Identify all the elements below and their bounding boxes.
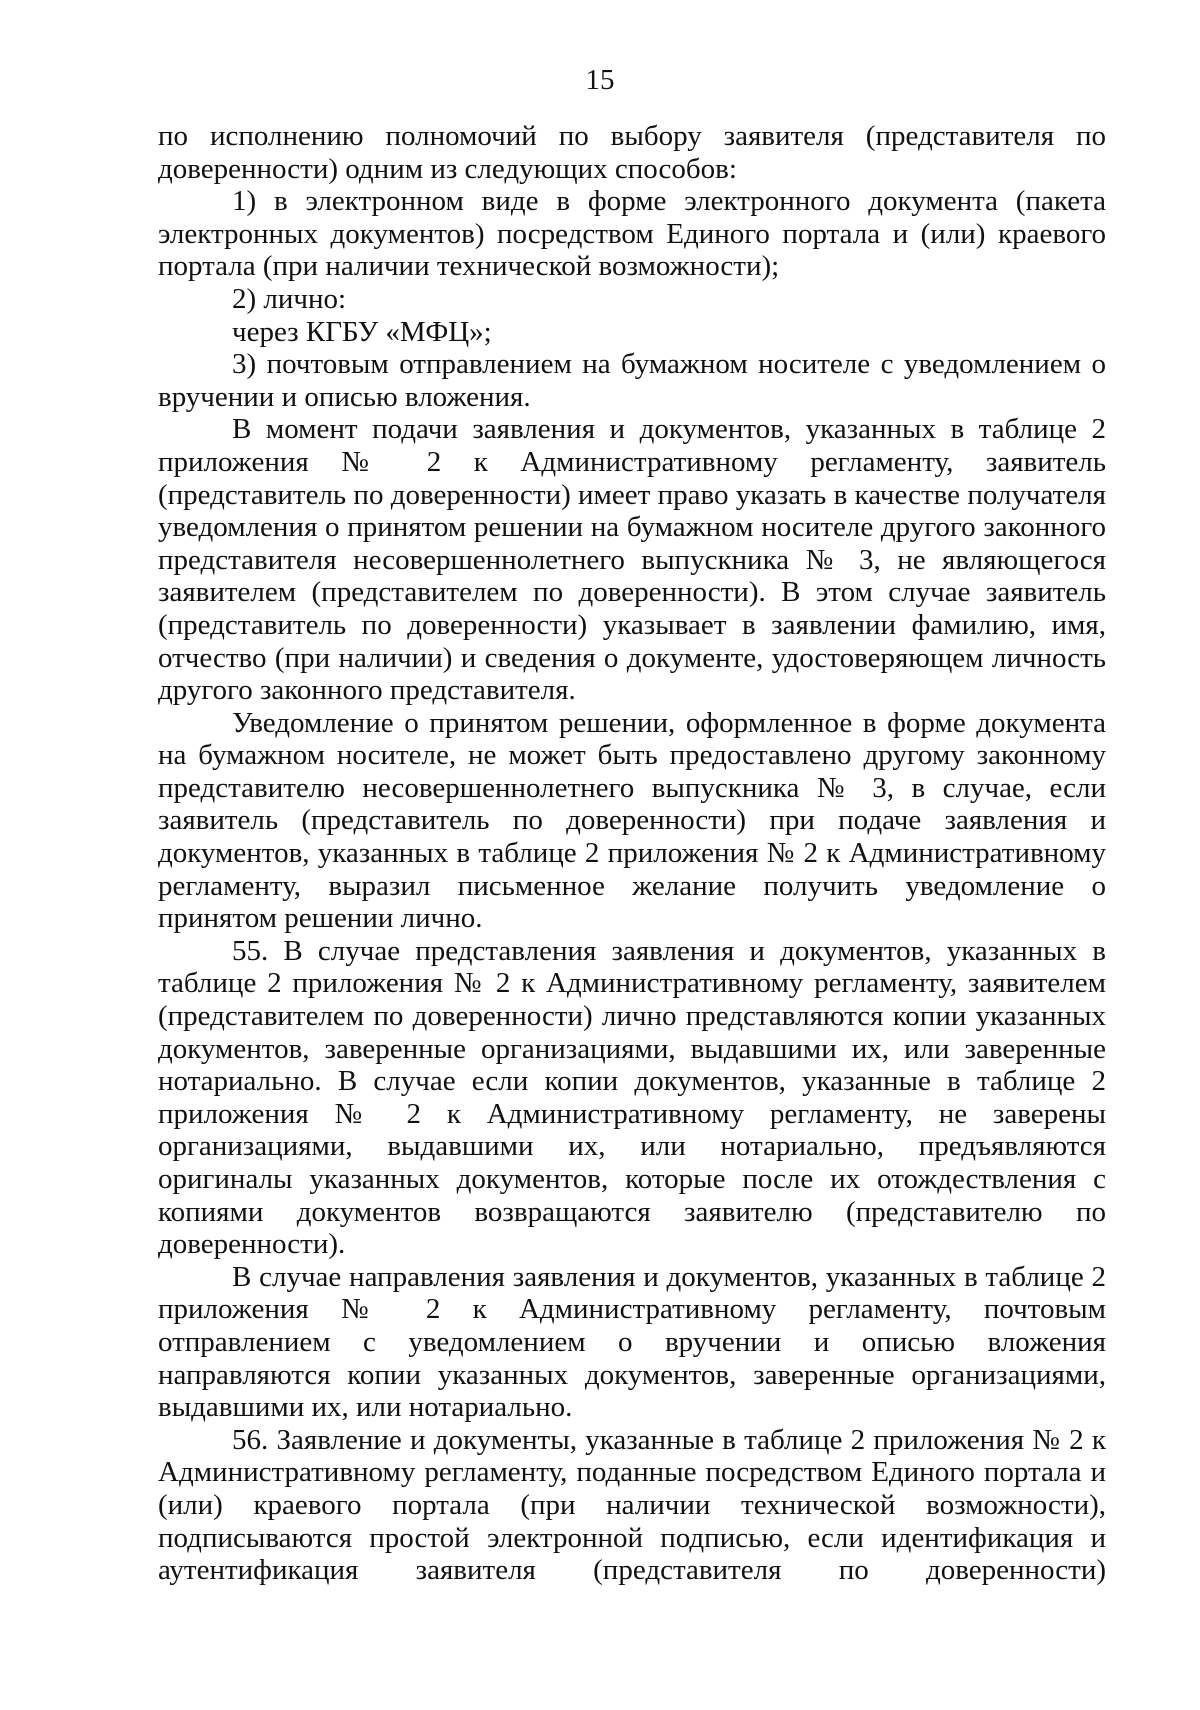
paragraph: 3) почтовым отправлением на бумажном носителе с уведомлением о вручении и описью вложения.: [158, 348, 1106, 413]
paragraph: 1) в электронном виде в форме электронного документа (пакета электронных документов) посредством Единого портала и (или) краевого портала (при наличии технической возможности);: [158, 185, 1106, 283]
paragraph: В случае направления заявления и документов, указанных в таблице 2 приложения № 2 к Административному регламенту, почтовым отправлением с уведомлением о вручении и описью вложения направляются копии указанных документов, заверенные организациями, выдавшими их, или нотариально.: [158, 1260, 1106, 1424]
paragraph: 2) лично:: [232, 282, 347, 315]
paragraph: Уведомление о принятом решении, оформленное в форме документа на бумажном носителе, не может быть предоставлено другому законному представителю несовершеннолетнего выпускника № 3, в случае, если заявитель (представитель по доверенности) при подаче заявления и документов, указанных в таблице 2 приложения № 2 к Административному регламенту, выразил письменное желание получить уведомление о принятом решении лично.: [158, 706, 1106, 935]
paragraph: 56. Заявление и документы, указанные в таблице 2 приложения № 2 к Административному регламенту, поданные посредством Единого портала и (или) краевого портала (при наличии технической возможности), подписываются простой электронной подписью, если идентификация и аутентификация заявителя (представителя по доверенности): [158, 1423, 1106, 1587]
paragraph: В момент подачи заявления и документов, указанных в таблице 2 приложения № 2 к Административному регламенту, заявитель (представитель по доверенности) имеет право указать в качестве получателя уведомления о принятом решении на бумажном носителе другого законного представителя несовершеннолетнего выпускника № 3, не являющегося заявителем (представителем по доверенности). В этом случае заявитель (представитель по доверенности) указывает в заявлении фамилию, имя, отчество (при наличии) и сведения о документе, удостоверяющем личность другого законного представителя.: [158, 413, 1106, 707]
paragraph: 55. В случае представления заявления и документов, указанных в таблице 2 приложения № 2 к Административному регламенту, заявителем (представителем по доверенности) лично представляются копии указанных документов, заверенные организациями, выдавшими их, или заверенные нотариально. В случае если копии документов, указанные в таблице 2 приложения № 2 к Административному регламенту, не заверены организациями, выдавшими их, или нотариально, предъявляются оригиналы указанных документов, которые после их отождествления с копиями документов возвращаются заявителю (представителю по доверенности).: [158, 934, 1106, 1261]
page-number: 15: [585, 64, 615, 96]
paragraph: по исполнению полномочий по выбору заявителя (представителя по доверенности) одним из следующих способов:: [158, 120, 1106, 185]
document-body: [158, 120, 1106, 1587]
paragraph: через КГБУ «МФЦ»;: [232, 315, 492, 348]
